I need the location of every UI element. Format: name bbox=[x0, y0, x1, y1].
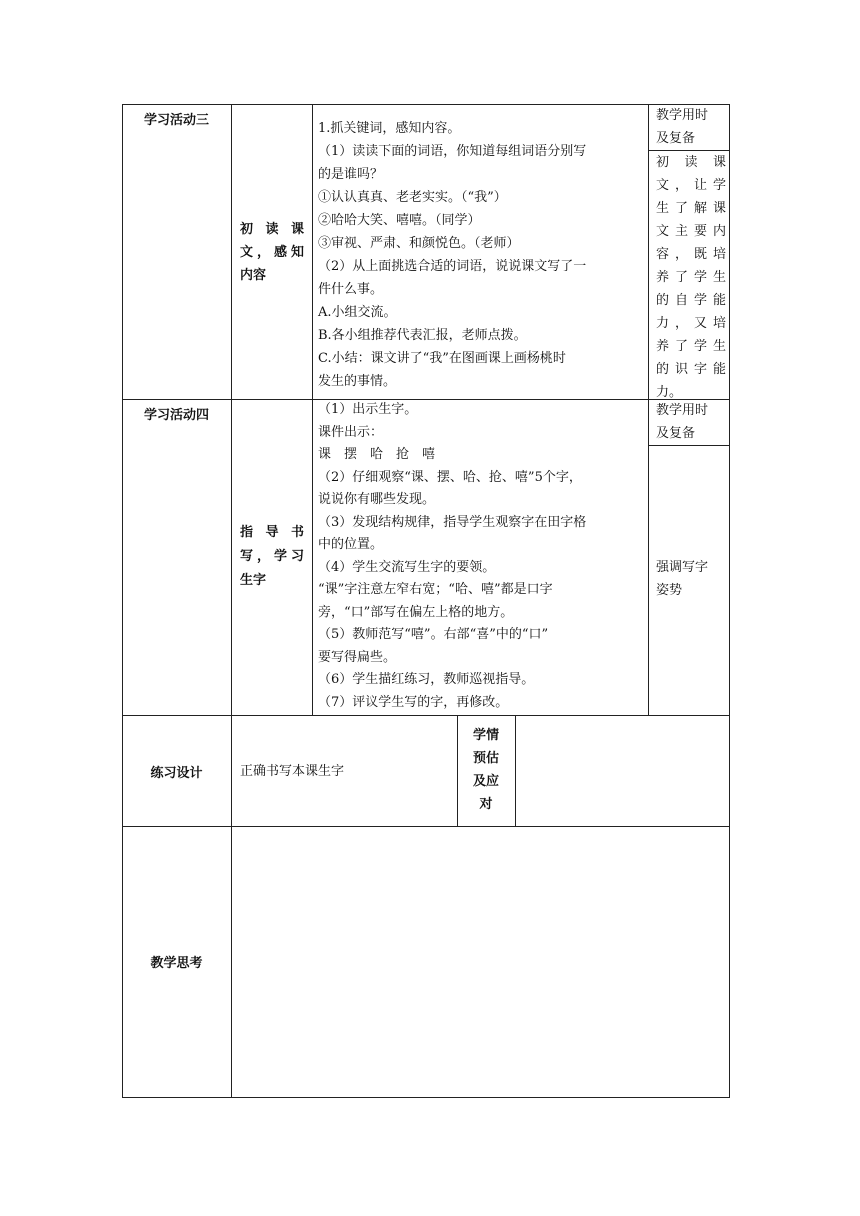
step-title-line: 写，学习 bbox=[240, 549, 304, 564]
estimate-label-line: 学情 bbox=[472, 728, 499, 743]
content-line: （5）教师范写“嘻”。右部“喜”中的“口” bbox=[318, 627, 549, 642]
activity3-label: 学习活动三 bbox=[143, 113, 209, 128]
content-line: （2）从上面挑选合适的词语，说说课文写了一 bbox=[318, 259, 587, 274]
content-line: “课”字注意左窄右宽；“哈、嘻”都是口字 bbox=[318, 582, 553, 597]
content-line: ②哈哈大笑、嘻嘻。（同学） bbox=[318, 213, 481, 228]
side-header-line: 教学用时 bbox=[656, 403, 709, 418]
content-line: （3）发现结构规律，指导学生观察字在田字格 bbox=[318, 514, 587, 530]
col-divider-step bbox=[312, 104, 313, 715]
activity4-step-title bbox=[240, 521, 304, 593]
step-title-line: 生字 bbox=[240, 573, 267, 588]
content-line: （1）读读下面的词语，你知道每组词语分别写 bbox=[318, 144, 587, 159]
activity4-label: 学习活动四 bbox=[143, 408, 209, 423]
side-note-line: 容，既培 bbox=[656, 247, 726, 262]
side-divider-2 bbox=[648, 445, 730, 446]
side-note-line: 的自学能 bbox=[656, 293, 726, 308]
content-line: 课件出示： bbox=[318, 424, 384, 440]
row-divider-2 bbox=[122, 715, 730, 716]
estimate-label bbox=[457, 724, 515, 816]
content-line: 1.抓关键词，感知内容。 bbox=[318, 121, 461, 136]
row-divider-3 bbox=[122, 826, 730, 827]
content-line: （4）学生交流写生字的要领。 bbox=[318, 559, 496, 575]
content-line: 的是谁吗？ bbox=[318, 167, 384, 182]
content-line: （1）出示生字。 bbox=[318, 402, 418, 417]
step-title-line: 文，感知 bbox=[240, 245, 304, 260]
col-divider-label bbox=[231, 104, 232, 1098]
practice-label: 练习设计 bbox=[150, 766, 203, 781]
activity3-side-note bbox=[656, 151, 726, 404]
content-line: （6）学生描红练习，教师巡视指导。 bbox=[318, 672, 535, 687]
estimate-content bbox=[520, 724, 725, 820]
content-line: 课 摆 哈 抢 嘻 bbox=[318, 447, 436, 462]
activity3-side-header bbox=[656, 104, 726, 150]
side-note-line: 强调写字 bbox=[656, 560, 709, 575]
reflection-label: 教学思考 bbox=[150, 956, 203, 971]
col-divider-estimate-right bbox=[515, 715, 516, 826]
content-line: C.小结：课文讲了“我”在图画课上画杨桃时 bbox=[318, 351, 566, 366]
content-line: 中的位置。 bbox=[318, 537, 384, 552]
content-line: A.小组交流。 bbox=[318, 305, 397, 320]
activity4-side-note bbox=[656, 556, 726, 602]
activity4-side-header bbox=[656, 399, 726, 445]
step-title-line: 内容 bbox=[240, 268, 267, 283]
content-line: 旁，“口”部写在偏左上格的地方。 bbox=[318, 604, 514, 620]
side-note-line: 姿势 bbox=[656, 583, 683, 598]
estimate-label-line: 及应 bbox=[472, 774, 499, 789]
content-line: 要写得扁些。 bbox=[318, 649, 397, 665]
content-line: 件什么事。 bbox=[318, 282, 384, 297]
practice-content: 正确书写本课生字 bbox=[240, 764, 345, 779]
step-title-line: 初 读 课 bbox=[240, 222, 304, 237]
activity3-step-title bbox=[240, 218, 304, 287]
side-note-line: 文主要内 bbox=[656, 224, 726, 239]
side-header-line: 及复备 bbox=[656, 131, 696, 146]
step-title-line: 指 导 书 bbox=[240, 525, 304, 540]
activity3-content bbox=[318, 117, 644, 393]
estimate-label-line: 预估 bbox=[472, 751, 499, 766]
content-line: B.各小组推荐代表汇报，老师点拨。 bbox=[318, 328, 527, 343]
side-note-line: 初 读 课 bbox=[656, 155, 726, 170]
estimate-label-line: 对 bbox=[479, 797, 493, 812]
content-line: 发生的事情。 bbox=[318, 374, 397, 389]
reflection-content bbox=[240, 834, 724, 1090]
side-note-line: 力。 bbox=[656, 385, 683, 400]
side-note-line: 养了学生 bbox=[656, 270, 726, 285]
side-note-line: 养了学生 bbox=[656, 339, 726, 354]
side-note-line: 力，又培 bbox=[656, 316, 726, 331]
content-line: 说说你有哪些发现。 bbox=[318, 492, 436, 507]
activity4-content bbox=[318, 399, 644, 714]
content-line: （2）仔细观察“课、摆、哈、抢、嘻”5个字， bbox=[318, 469, 582, 485]
content-line: ③审视、严肃、和颜悦色。（老师） bbox=[318, 236, 520, 251]
side-note-line: 的识字能 bbox=[656, 362, 726, 377]
side-note-line: 文，让学 bbox=[656, 178, 726, 193]
content-line: ①认认真真、老老实实。（“我”） bbox=[318, 190, 507, 205]
col-divider-side bbox=[648, 104, 649, 715]
side-header-line: 及复备 bbox=[656, 426, 696, 441]
side-note-line: 生了解课 bbox=[656, 201, 726, 216]
side-header-line: 教学用时 bbox=[656, 108, 709, 123]
content-line: （7）评议学生写的字，再修改。 bbox=[318, 694, 509, 710]
